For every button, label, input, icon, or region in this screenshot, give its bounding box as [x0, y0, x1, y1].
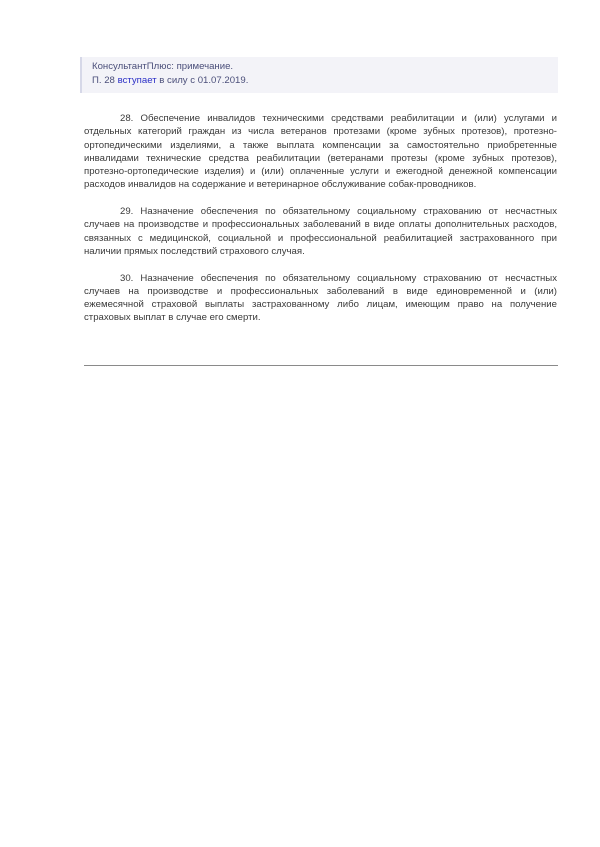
- note-line-prefix: П. 28: [92, 74, 118, 86]
- paragraph-29: 29. Назначение обеспечения по обязательному социальному страхованию от несчастных случаев на производстве и профессиональных заболеваний в виде оплаты дополнительных расходов, связанных с медицинской, социальной и профессиональной реабилитацией застрахованного при наличии прямых последствий страхового случая.: [84, 206, 557, 257]
- horizontal-divider: [84, 365, 558, 366]
- document-body: [84, 112, 557, 338]
- consultant-plus-note: [80, 57, 558, 93]
- paragraph-30: 30. Назначение обеспечения по обязательному социальному страхованию от несчастных случаев на производстве и профессиональных заболеваний в виде единовременной и (или) ежемесячной страховой выплаты застрахованному либо лицам, имеющим право на получение страховых выплат в случае его смерти.: [84, 272, 557, 324]
- note-effective-date: [92, 74, 558, 88]
- note-line-suffix: в силу с 01.07.2019.: [156, 74, 249, 86]
- paragraph-28: 28. Обеспечение инвалидов техническими средствами реабилитации и (или) услугами и отдельных категорий граждан из числа ветеранов протезами (кроме зубных протезов), протезно-ортопедическими изделиями, а также выплата компенсации за самостоятельно приобретенные инвалидами технические средства реабилитации (ветеранами протезы (кроме зубных протезов), протезно-ортопедические изделия) и (или) оплаченные услуги и ежегодной денежной компенсации расходов инвалидов на содержание и ветеринарное обслуживание собак-проводников.: [84, 113, 557, 191]
- note-title: КонсультантПлюс: примечание.: [92, 61, 234, 72]
- note-link-vstupaet[interactable]: вступает: [117, 74, 157, 86]
